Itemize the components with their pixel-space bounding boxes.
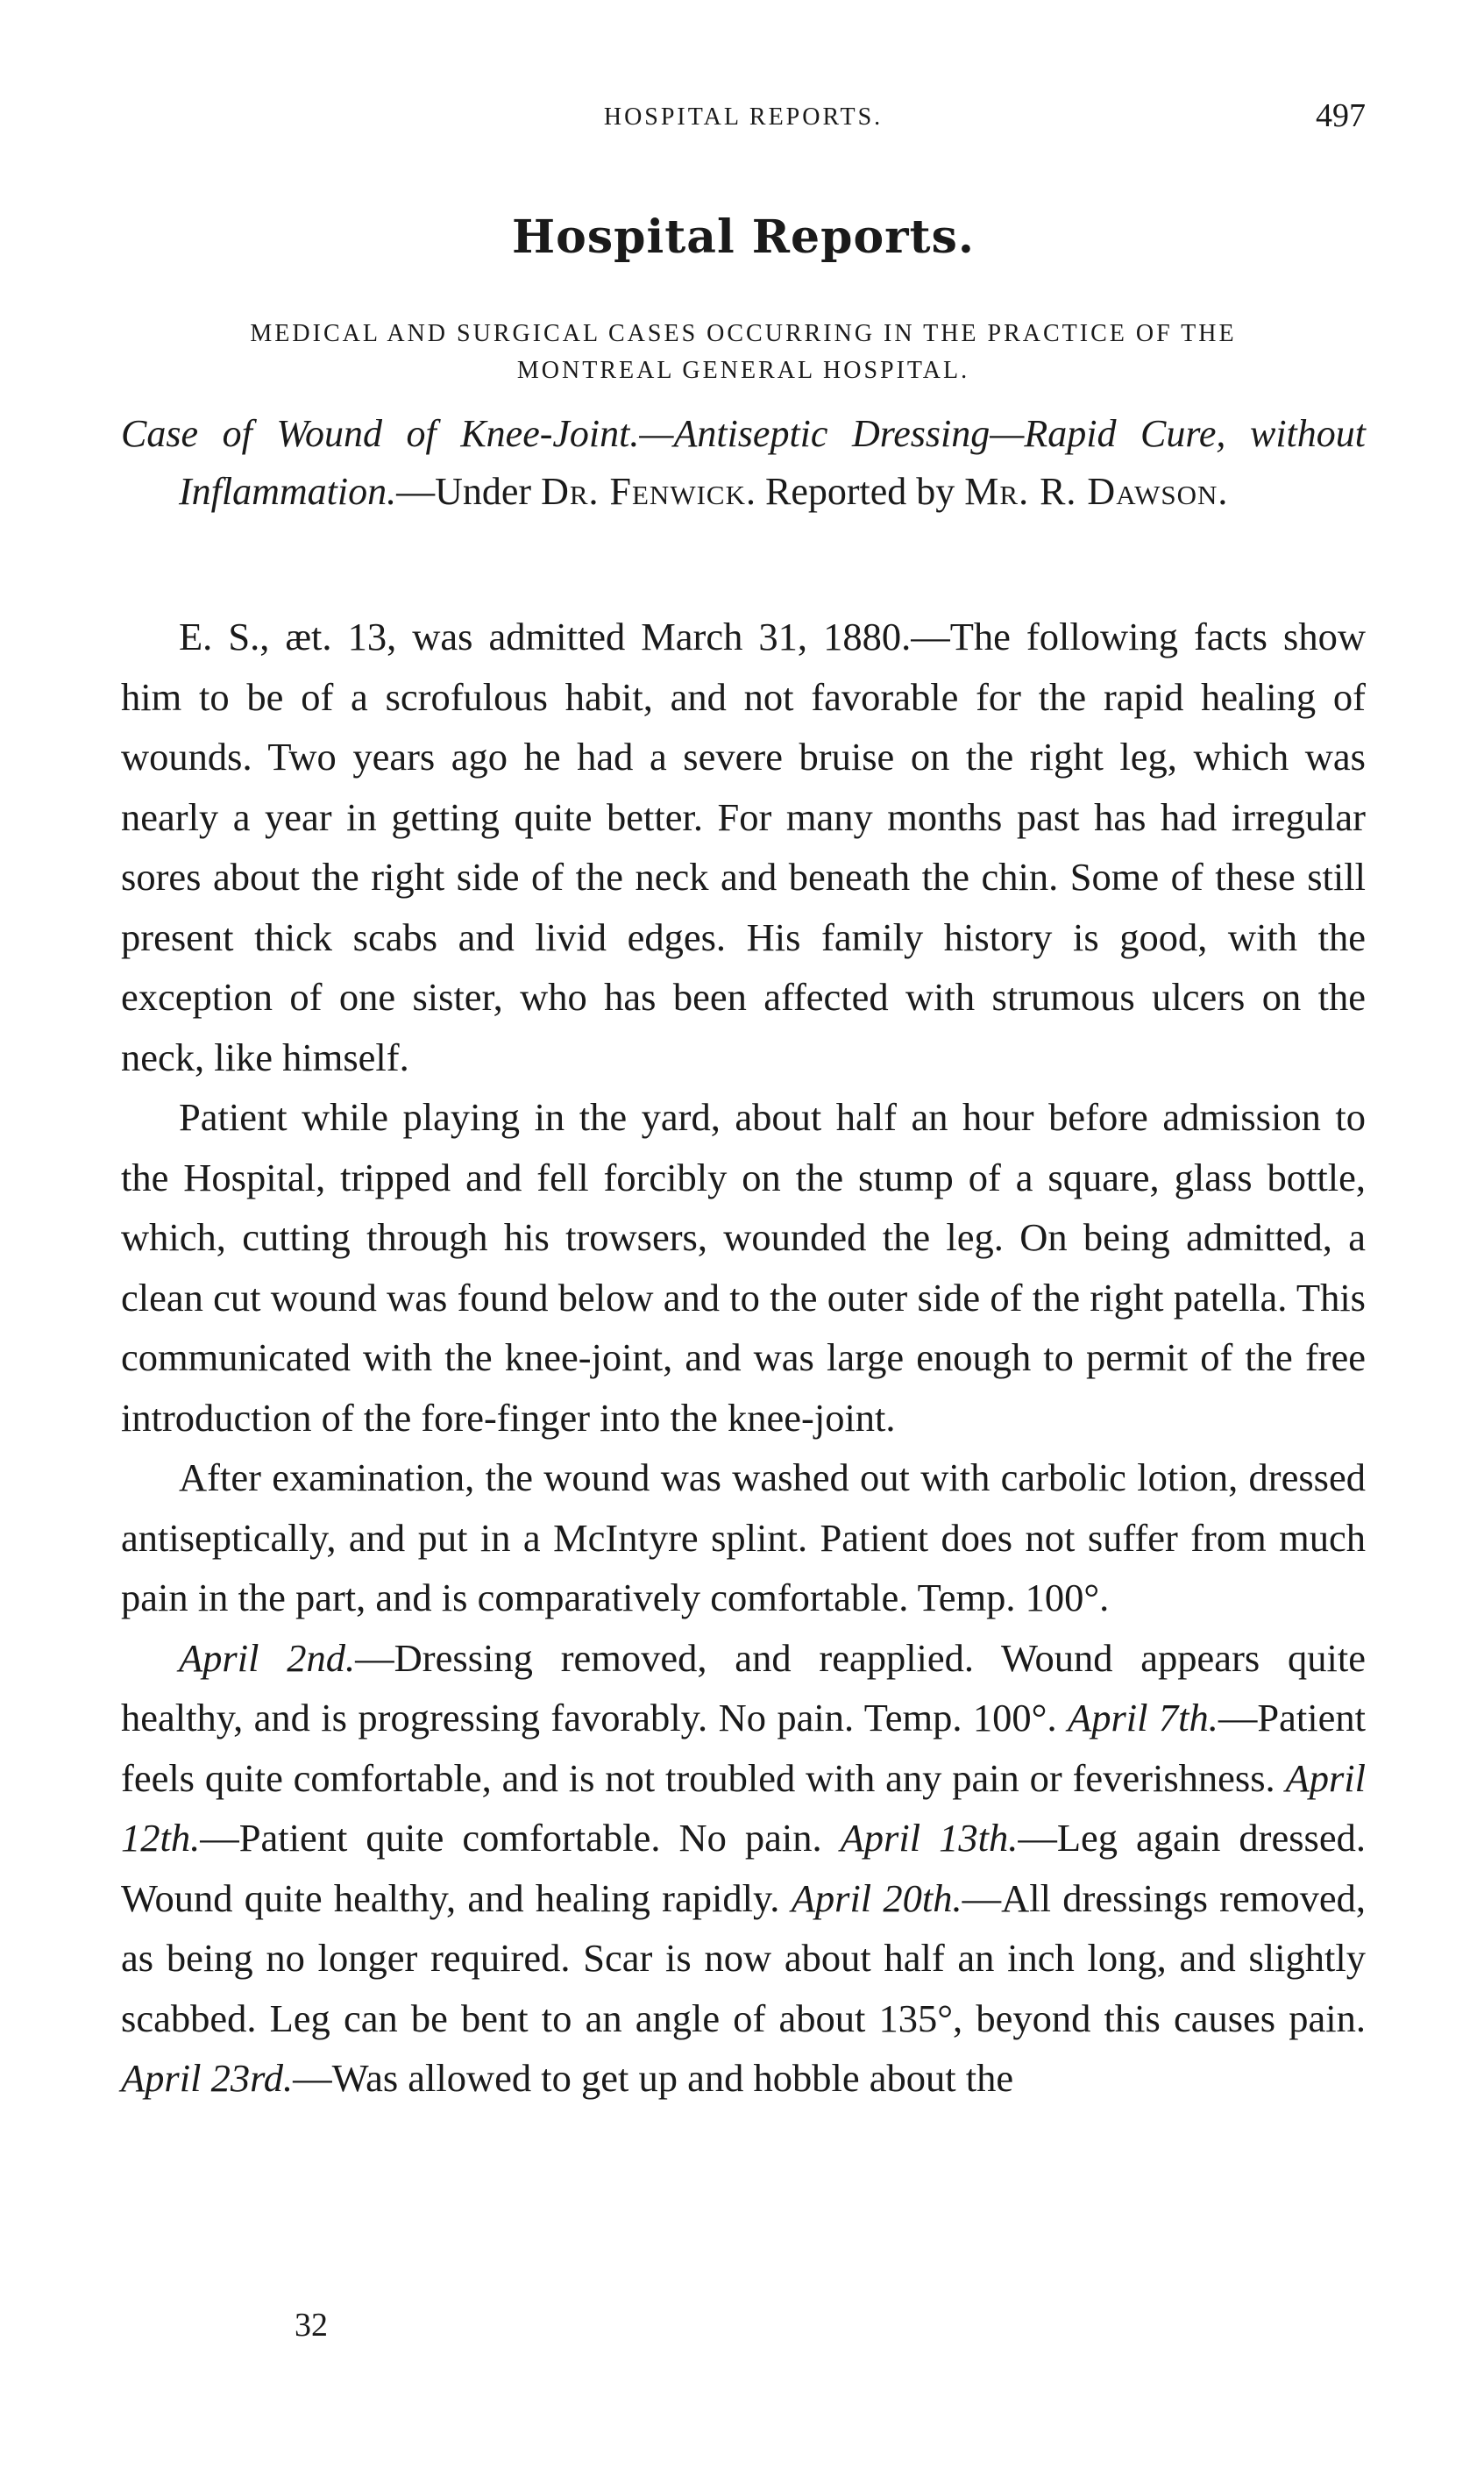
date-april-12: April 12th.	[121, 1755, 1366, 1860]
case-title-end: .	[1218, 470, 1228, 513]
signature-mark: 32	[295, 2307, 328, 2344]
date-april-23: April 23rd.	[121, 2056, 294, 2100]
progress-text-3: —Patient quite comfortable. No pain.	[200, 1816, 841, 1860]
subheading-line-1: MEDICAL AND SURGICAL CASES OCCURRING IN THE PRACTICE OF THE	[250, 320, 1237, 347]
case-title	[121, 405, 1366, 521]
paragraph-admission: E. S., æt. 13, was admitted March 31, 1880.—The following facts show him to be of a scrofulous habit, and not favorable for the rapid healing of wounds. Two years ago he had a severe bruise on the right leg, which was nearly a year in getting quite better. For many months past has had irregular sores about the right side of the neck and beneath the chin. Some of these still present thick scabs and livid edges. His family history is good, with the exception of one sister, who has been affected with strumous ulcers on the neck, like himself.	[121, 615, 1366, 1079]
progress-text-4: —Leg again dressed. Wound quite healthy, and healing rapidly.	[121, 1816, 1366, 1920]
case-reported-prefix: . Reported by	[745, 470, 965, 513]
section-title: Hospital Reports.	[512, 210, 975, 264]
running-title: HOSPITAL REPORTS.	[603, 103, 884, 131]
progress-text-6: —Was allowed to get up and hobble about the	[293, 2056, 1014, 2100]
case-title-under-prefix: —Under	[396, 470, 542, 513]
subheading	[121, 316, 1366, 389]
progress-text-2: —Patient feels quite comfortable, and is not troubled with any pain or feverishness.	[121, 1696, 1366, 1800]
paragraph-progress	[121, 1628, 1366, 2109]
paragraph-treatment: After examination, the wound was washed out with carbolic lotion, dressed antiseptically, and put in a McIntyre splint. Patient does not suffer from much pain in the part, and is comparatively comfortable. Temp. 100°.	[121, 1455, 1366, 1619]
running-head	[121, 96, 1366, 140]
body-text	[121, 607, 1366, 2109]
progress-text-1: —Dressing removed, and reapplied. Wound appears quite healthy, and is progressing favorably. No pain. Temp. 100°.	[121, 1635, 1366, 1739]
case-surgeon: Dr. Fenwick	[541, 470, 746, 513]
page-number: 497	[1316, 97, 1366, 134]
date-april-13: April 13th.	[840, 1816, 1019, 1860]
paragraph-injury: Patient while playing in the yard, about half an hour before admission to the Hospital, tripped and fell forcibly on the stump of a square, glass bottle, which, cutting through his trowsers, wounded the leg. On being admitted, a clean cut wound was found below and to the outer side of the right patella. This communicated with the knee-joint, and was large enough to permit of the free introduction of the fore-finger into the knee-joint.	[121, 1095, 1366, 1440]
progress-text-5: —All dressings removed, as being no longer required. Scar is now about half an inch long, and slightly scabbed. Leg can be bent to an angle of about 135°, beyond this causes pain.	[121, 1875, 1366, 2040]
date-april-7: April 7th.	[1068, 1696, 1218, 1739]
subheading-line-2: MONTREAL GENERAL HOSPITAL.	[516, 357, 970, 384]
date-april-2: April 2nd.	[179, 1635, 356, 1680]
case-title-italic: Case of Wound of Knee-Joint.—Antiseptic Dressing—Rapid Cure, without Inflammation.	[121, 412, 1366, 513]
case-reporter: Mr. R. Dawson	[964, 470, 1218, 513]
date-april-20: April 20th.	[791, 1875, 962, 1920]
